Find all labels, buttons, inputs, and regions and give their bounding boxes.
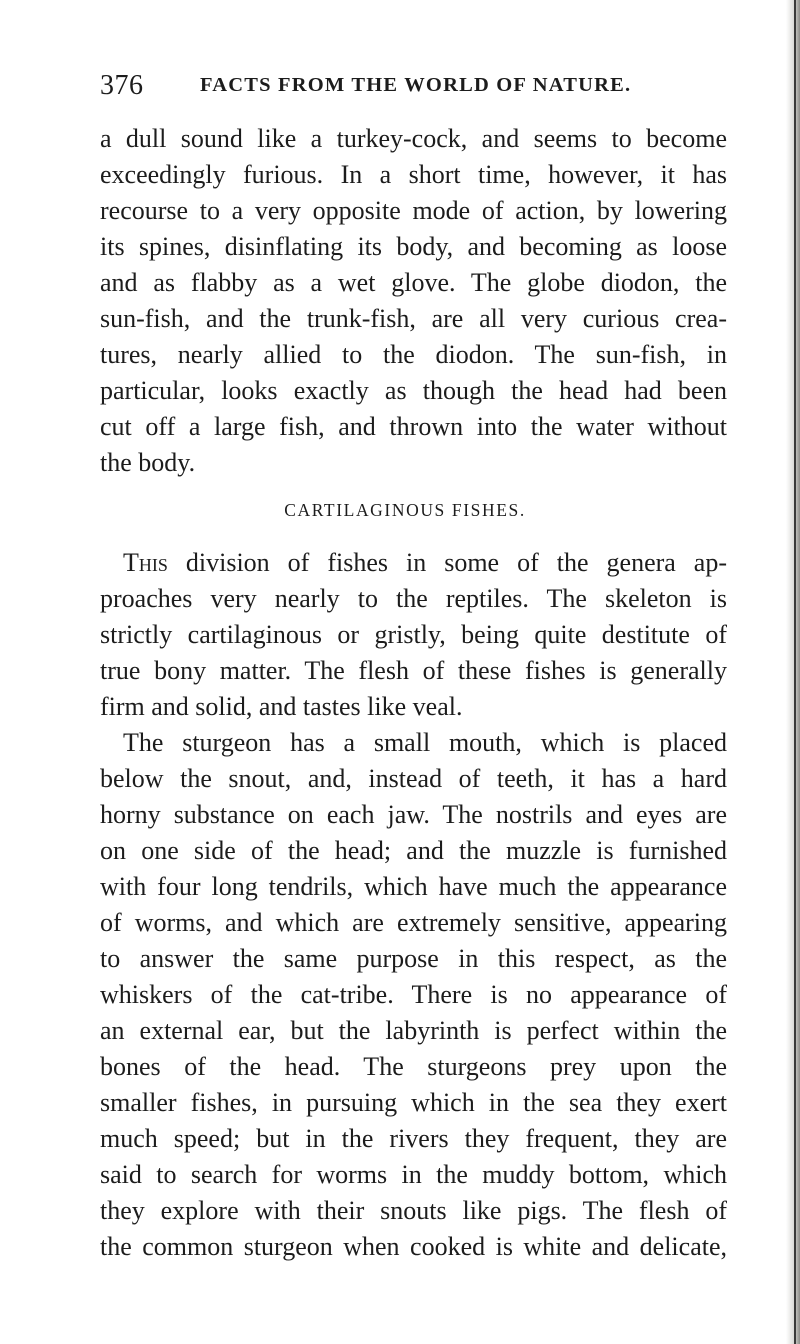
page-number: 376 bbox=[100, 70, 144, 101]
running-head: FACTS FROM THE WORLD OF NATURE. bbox=[200, 74, 632, 96]
text-line: bones of the head. The sturgeons prey upon the bbox=[100, 1052, 727, 1081]
text-line: on one side of the head; and the muzzle is furnished bbox=[100, 836, 727, 865]
text-line: horny substance on each jaw. The nostrils and eyes are bbox=[100, 800, 727, 829]
text-line: tures, nearly allied to the diodon. The sun-fish, in bbox=[100, 340, 727, 369]
text-line bbox=[123, 548, 727, 578]
section-heading: CARTILAGINOUS FISHES. bbox=[284, 500, 526, 520]
text-line: much speed; but in the rivers they frequent, they are bbox=[100, 1124, 727, 1153]
text-line: exceedingly furious. In a short time, however, it has bbox=[100, 160, 727, 189]
text-line: to answer the same purpose in this respect, as the bbox=[100, 944, 727, 973]
page-edge-shadow bbox=[786, 0, 800, 1344]
text-line: below the snout, and, instead of teeth, it has a hard bbox=[100, 764, 727, 793]
text-line: strictly cartilaginous or gristly, being quite destitute of bbox=[100, 620, 727, 649]
text-line: said to search for worms in the muddy bottom, which bbox=[100, 1160, 727, 1189]
text-line: The sturgeon has a small mouth, which is placed bbox=[123, 728, 727, 757]
text-line: the common sturgeon when cooked is white and delicate, bbox=[100, 1232, 727, 1261]
text-line: of worms, and which are extremely sensitive, appearing bbox=[100, 908, 727, 937]
text-line: recourse to a very opposite mode of action, by lowering bbox=[100, 196, 727, 225]
text-line: the body. bbox=[100, 448, 196, 477]
text-line: sun-fish, and the trunk-fish, are all very curious crea- bbox=[100, 304, 727, 333]
text-line: particular, looks exactly as though the head had been bbox=[100, 376, 727, 405]
first-line-rest: division of fishes in some of the genera ap- bbox=[167, 548, 727, 577]
text-line: cut off a large fish, and thrown into the water without bbox=[100, 412, 727, 441]
text-line: a dull sound like a turkey-cock, and seems to become bbox=[100, 124, 727, 153]
text-line: its spines, disinflating its body, and becoming as loose bbox=[100, 232, 727, 261]
lead-word: This bbox=[123, 548, 168, 577]
text-line: firm and solid, and tastes like veal. bbox=[100, 692, 463, 721]
text-line: whiskers of the cat-tribe. There is no appearance of bbox=[100, 980, 727, 1009]
text-line: an external ear, but the labyrinth is perfect within the bbox=[100, 1016, 727, 1045]
page-header bbox=[100, 70, 730, 106]
text-line: and as flabby as a wet glove. The globe diodon, the bbox=[100, 268, 727, 297]
text-line: proaches very nearly to the reptiles. The skeleton is bbox=[100, 584, 727, 613]
text-line: smaller fishes, in pursuing which in the sea they exert bbox=[100, 1088, 727, 1117]
text-line: true bony matter. The flesh of these fishes is generally bbox=[100, 656, 727, 685]
text-line: with four long tendrils, which have much the appearance bbox=[100, 872, 727, 901]
text-line: they explore with their snouts like pigs. The flesh of bbox=[100, 1196, 727, 1225]
page-edge-line bbox=[794, 0, 796, 1344]
